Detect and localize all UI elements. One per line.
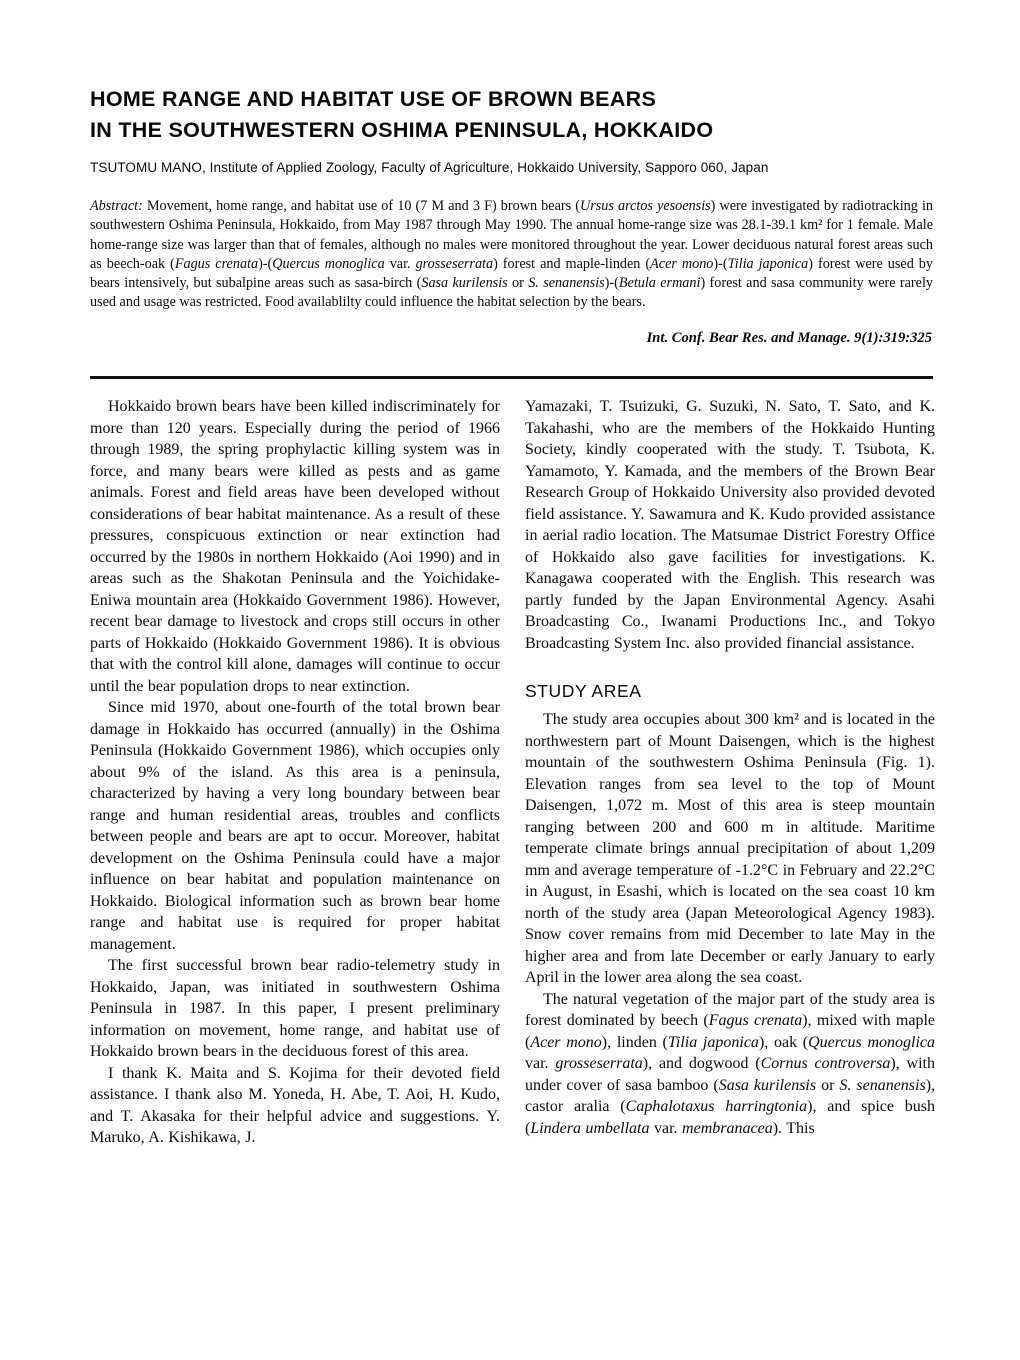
author-affiliation: TSUTOMU MANO, Institute of Applied Zoology, Faculty of Agriculture, Hokkaido University, Sapporo 060, Japan	[90, 160, 769, 175]
paragraph-intro-2: Since mid 1970, about one-fourth of the total brown bear damage in Hokkaido has occurred (annually) in the Oshima Peninsula (Hokkaido Government 1986), which occupies only about 9% of the island. As this area is a peninsula, characterized by having a very long boundary between bear range and human residential areas, troubles and conflicts between people and bears are apt to occur. Moreover, habitat development on the Oshima Peninsula could have a major influence on bear habitat and population maintenance on Hokkaido. Biological information such as brown bear home range and habitat use is required for proper habitat management.	[90, 699, 500, 953]
journal-citation: Int. Conf. Bear Res. and Manage. 9(1):319:325	[646, 330, 932, 346]
right-column	[525, 396, 935, 1149]
paragraph-study-area-2: The natural vegetation of the major part of the study area is forest dominated by beech (Fagus crenata), mixed with maple (Acer mono), linden (Tilia japonica), oak (Quercus monoglica var. grosseserrata), and dogwood (Cornus controversa), with under cover of sasa bamboo (Sasa kurilensis or S. senanensis), castor aralia (Caphalotaxus harringtonia), and spice bush (Lindera umbellata var. membranacea). This	[525, 990, 936, 1137]
left-column	[90, 396, 500, 1149]
divider-rule	[90, 376, 933, 379]
title-line-1: HOME RANGE AND HABITAT USE OF BROWN BEARS	[90, 87, 657, 111]
abstract-paragraph: Abstract: Movement, home range, and habitat use of 10 (7 M and 3 F) brown bears (Ursus arctos yesoensis) were investigated by radiotracking in southwestern Oshima Peninsula, Hokkaido, from May 1987 through May 1990. The annual home-range size was 28.1-39.1 km² for 1 female. Male home-range size was larger than that of females, although no males were monitored throughout the year. Lower deciduous natural forest areas such as beech-oak (Fagus crenata)-(Quercus monoglica var. grosseserrata) forest and maple-linden (Acer mono)-(Tilia japonica) forest were used by bears intensively, but subalpine areas such as sasa-birch (Sasa kurilensis or S. senanensis)-(Betula ermani) forest and sasa community were rarely used and usage was restricted. Food availablilty could influence the habitat selection by the bears.	[90, 198, 933, 311]
section-heading-study-area: STUDY AREA	[525, 681, 642, 701]
paragraph-intro-1: Hokkaido brown bears have been killed indiscriminately for more than 120 years. Especially during the period of 1966 through 1989, the spring prophylactic killing system was in force, and many bears were killed as pests and as game animals. Forest and field areas have been developed without considerations of bear habitat maintenance. As a result of these pressures, conspicuous extinction or near extinction had occurred by the 1980s in northern Hokkaido (Aoi 1990) and in areas such as the Shakotan Peninsula and the Yoichidake-Eniwa mountain area (Hokkaido Government 1986). However, recent bear damage to livestock and crops still occurs in other parts of Hokkaido (Hokkaido Government 1986). It is obvious that with the control kill alone, damages will continue to occur until the bear population drops to near extinction.	[90, 398, 500, 695]
two-column-body	[90, 396, 935, 1149]
paper-title	[90, 84, 713, 146]
paragraph-acknowledgments: I thank K. Maita and S. Kojima for their devoted field assistance. I thank also M. Yoneda, H. Abe, T. Aoi, H. Kudo, and T. Akasaka for their helpful advice and suggestions. Y. Maruko, A. Kishikawa, J.	[90, 1064, 500, 1146]
title-line-2: IN THE SOUTHWESTERN OSHIMA PENINSULA, HOKKAIDO	[90, 118, 714, 142]
paragraph-study-area-1: The study area occupies about 300 km² and is located in the northwestern part of Mount Daisengen, which is the highest mountain of the southwestern Oshima Peninsula (Fig. 1). Elevation ranges from sea level to the top of Mount Daisengen, 1,072 m. Most of this area is steep mountain ranging between 200 and 600 m in altitude. Maritime temperate climate brings annual precipitation of about 1,209 mm and average temperature of -1.2°C in February and 22.2°C in August, in Esashi, which is located on the sea coast 10 km north of the study area (Japan Meteorological Agency 1983). Snow cover remains from mid December to late May in the higher area and from late December or early January to early April in the lower area along the sea coast.	[525, 711, 935, 986]
paragraph-intro-3: The first successful brown bear radio-telemetry study in Hokkaido, Japan, was initiated in southwestern Oshima Peninsula in 1987. In this paper, I present preliminary information on movement, home range, and habitat use of Hokkaido brown bears in the deciduous forest of this area.	[90, 957, 500, 1060]
paragraph-acknowledgments-continued: Yamazaki, T. Tsuizuki, G. Suzuki, N. Sato, T. Sato, and K. Takahashi, who are the members of the Hokkaido Hunting Society, kindly cooperated with the study. T. Tsubota, K. Yamamoto, Y. Kamada, and the members of the Brown Bear Research Group of Hokkaido University also provided devoted field assistance. Y. Sawamura and K. Kudo provided assistance in aerial radio location. The Matsumae District Forestry Office of Hokkaido also gave facilities for investigations. K. Kanagawa cooperated with the English. This research was partly funded by the Japan Environmental Agency. Asahi Broadcasting Co., Iwanami Productions Inc., and Tokyo Broadcasting System Inc. also provided financial assistance.	[525, 398, 935, 652]
